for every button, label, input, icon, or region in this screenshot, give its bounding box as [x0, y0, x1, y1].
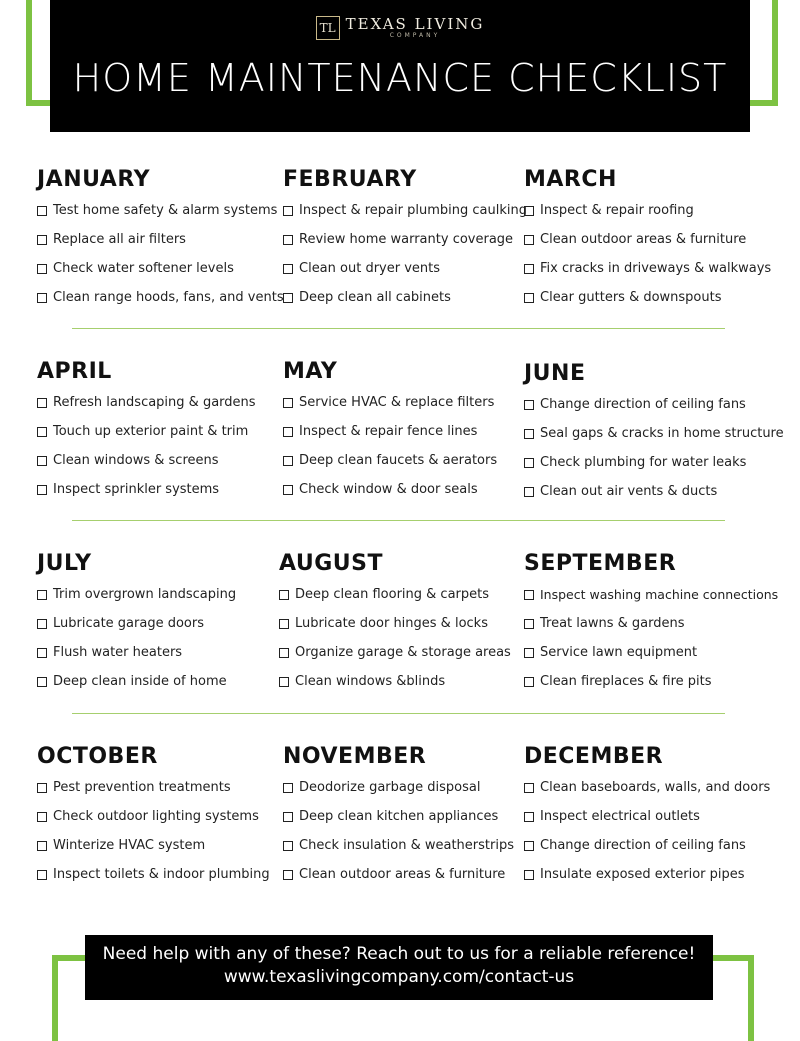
month-title: DECEMBER	[524, 744, 664, 769]
task-item[interactable]	[283, 225, 527, 254]
task-label: Check window & door seals	[299, 482, 478, 497]
task-label: Treat lawns & gardens	[540, 616, 685, 631]
task-label: Flush water heaters	[53, 645, 183, 660]
checkbox-icon[interactable]	[524, 458, 534, 468]
task-label: Pest prevention treatments	[53, 780, 231, 795]
task-label: Deep clean kitchen appliances	[299, 809, 499, 824]
task-item[interactable]	[37, 580, 236, 609]
month-july	[37, 552, 236, 696]
checkbox-icon[interactable]	[524, 590, 534, 600]
checkbox-icon[interactable]	[524, 487, 534, 497]
footer-message: Need help with any of these? Reach out to us for a reliable reference!	[102, 944, 696, 964]
task-item[interactable]	[279, 580, 511, 609]
task-label: Deep clean faucets & aerators	[299, 453, 498, 468]
checkbox-icon[interactable]	[37, 841, 47, 851]
task-item[interactable]	[524, 254, 771, 283]
checkbox-icon[interactable]	[37, 456, 47, 466]
task-item[interactable]	[524, 448, 784, 477]
checkbox-icon[interactable]	[37, 235, 47, 245]
checkbox-icon[interactable]	[283, 264, 293, 274]
task-label: Inspect & repair plumbing caulking	[299, 203, 527, 218]
task-label: Inspect toilets & indoor plumbing	[53, 867, 270, 882]
task-item[interactable]	[37, 773, 270, 802]
task-item[interactable]	[37, 283, 284, 312]
month-december	[524, 745, 770, 889]
contact-link[interactable]: www.texaslivingcompany.com/contact-us	[223, 967, 575, 987]
company-logo	[50, 16, 750, 40]
checkbox-icon[interactable]	[37, 427, 47, 437]
logo-subtitle: COMPANY	[389, 32, 441, 39]
task-label: Refresh landscaping & gardens	[53, 395, 256, 410]
task-label: Deep clean all cabinets	[299, 290, 451, 305]
checkbox-icon[interactable]	[283, 293, 293, 303]
checkbox-icon[interactable]	[37, 812, 47, 822]
section-divider	[72, 520, 725, 521]
checkbox-icon[interactable]	[37, 677, 47, 687]
month-title: AUGUST	[279, 551, 383, 576]
month-may	[283, 360, 497, 504]
footer-banner	[85, 935, 713, 1000]
task-item[interactable]	[524, 390, 784, 419]
task-label: Lubricate garage doors	[53, 616, 204, 631]
task-label: Insulate exposed exterior pipes	[540, 867, 745, 882]
month-title: JUNE	[524, 361, 586, 386]
task-label: Check outdoor lighting systems	[53, 809, 259, 824]
checkbox-icon[interactable]	[37, 398, 47, 408]
month-title: JANUARY	[37, 167, 151, 192]
checkbox-icon[interactable]	[524, 235, 534, 245]
checkbox-icon[interactable]	[279, 619, 289, 629]
task-label: Inspect & repair fence lines	[299, 424, 478, 439]
task-item[interactable]	[37, 831, 270, 860]
task-label: Clean windows & screens	[53, 453, 219, 468]
task-label: Deodorize garbage disposal	[299, 780, 481, 795]
checkbox-icon[interactable]	[279, 648, 289, 658]
checkbox-icon[interactable]	[283, 485, 293, 495]
task-item[interactable]	[283, 446, 497, 475]
task-item[interactable]	[37, 475, 256, 504]
checkbox-icon[interactable]	[524, 812, 534, 822]
task-label: Change direction of ceiling fans	[540, 397, 746, 412]
task-item[interactable]	[283, 196, 527, 225]
task-item[interactable]	[524, 225, 771, 254]
checkbox-icon[interactable]	[524, 619, 534, 629]
task-label: Clean fireplaces & fire pits	[540, 674, 712, 689]
task-item[interactable]	[283, 254, 527, 283]
task-label: Test home safety & alarm systems	[53, 203, 278, 218]
task-item[interactable]	[279, 638, 511, 667]
task-label: Touch up exterior paint & trim	[53, 424, 249, 439]
task-item[interactable]	[37, 860, 270, 889]
month-title: FEBRUARY	[283, 167, 417, 192]
task-item[interactable]	[524, 419, 784, 448]
month-august	[279, 552, 511, 696]
task-label: Inspect & repair roofing	[540, 203, 694, 218]
task-label: Seal gaps & cracks in home structure	[540, 426, 784, 441]
month-title: APRIL	[37, 359, 112, 384]
task-item[interactable]	[283, 283, 527, 312]
task-item[interactable]	[283, 417, 497, 446]
month-september	[524, 552, 778, 696]
month-october	[37, 745, 270, 889]
task-label: Trim overgrown landscaping	[53, 587, 237, 602]
task-item[interactable]	[524, 638, 778, 667]
task-label: Service lawn equipment	[540, 645, 698, 660]
month-title: OCTOBER	[37, 744, 158, 769]
task-item[interactable]	[524, 580, 778, 609]
task-label: Replace all air filters	[53, 232, 186, 247]
checkbox-icon[interactable]	[279, 590, 289, 600]
task-label: Deep clean flooring & carpets	[295, 587, 490, 602]
task-item[interactable]	[279, 667, 511, 696]
task-label: Clean out air vents & ducts	[540, 484, 718, 499]
task-item[interactable]	[37, 254, 284, 283]
logo-name: TEXAS LIVING	[345, 15, 485, 33]
task-label: Review home warranty coverage	[299, 232, 514, 247]
task-label: Service HVAC & replace filters	[299, 395, 495, 410]
task-item[interactable]	[283, 802, 514, 831]
checkbox-icon[interactable]	[524, 677, 534, 687]
page-title: HOME MAINTENANCE CHECKLIST	[72, 56, 728, 100]
task-label: Clean out dryer vents	[299, 261, 441, 276]
task-item[interactable]	[524, 773, 770, 802]
month-title: MAY	[283, 359, 338, 384]
task-item[interactable]	[524, 196, 771, 225]
checkbox-icon[interactable]	[37, 648, 47, 658]
task-label: Fix cracks in driveways & walkways	[540, 261, 772, 276]
checkbox-icon[interactable]	[283, 812, 293, 822]
task-item[interactable]	[37, 802, 270, 831]
task-item[interactable]	[37, 388, 256, 417]
task-label: Change direction of ceiling fans	[540, 838, 746, 853]
checkbox-icon[interactable]	[37, 590, 47, 600]
month-february	[283, 168, 527, 312]
checkbox-icon[interactable]	[283, 206, 293, 216]
task-item[interactable]	[37, 609, 236, 638]
checkbox-icon[interactable]	[279, 677, 289, 687]
checkbox-icon[interactable]	[524, 783, 534, 793]
task-label: Inspect sprinkler systems	[53, 482, 220, 497]
checkbox-icon[interactable]	[524, 429, 534, 439]
section-divider	[72, 328, 725, 329]
task-label: Clean baseboards, walls, and doors	[540, 780, 771, 795]
task-item[interactable]	[524, 860, 770, 889]
checkbox-icon[interactable]	[283, 783, 293, 793]
checkbox-icon[interactable]	[37, 206, 47, 216]
task-item[interactable]	[37, 225, 284, 254]
checkbox-icon[interactable]	[524, 206, 534, 216]
task-item[interactable]	[37, 638, 236, 667]
month-title: NOVEMBER	[283, 744, 427, 769]
month-title: SEPTEMBER	[524, 551, 677, 576]
month-title: JULY	[37, 551, 92, 576]
month-november	[283, 745, 514, 889]
month-april	[37, 360, 256, 504]
checkbox-icon[interactable]	[37, 485, 47, 495]
task-label: Lubricate door hinges & locks	[295, 616, 488, 631]
task-item[interactable]	[283, 475, 497, 504]
month-march	[524, 168, 771, 312]
task-item[interactable]	[37, 667, 236, 696]
checkbox-icon[interactable]	[283, 456, 293, 466]
logo-monogram-icon: TL	[316, 16, 340, 40]
checkbox-icon[interactable]	[283, 841, 293, 851]
checkbox-icon[interactable]	[283, 398, 293, 408]
task-item[interactable]	[524, 831, 770, 860]
task-label: Clear gutters & downspouts	[540, 290, 722, 305]
task-item[interactable]	[37, 446, 256, 475]
checkbox-icon[interactable]	[524, 264, 534, 274]
task-item[interactable]	[524, 802, 770, 831]
checkbox-icon[interactable]	[37, 264, 47, 274]
task-item[interactable]	[283, 831, 514, 860]
month-title: MARCH	[524, 167, 617, 192]
checkbox-icon[interactable]	[524, 648, 534, 658]
task-item[interactable]	[524, 477, 784, 506]
header-banner	[50, 0, 750, 132]
month-january	[37, 168, 284, 312]
section-divider	[72, 713, 725, 714]
task-label: Clean outdoor areas & furniture	[299, 867, 506, 882]
checkbox-icon[interactable]	[524, 400, 534, 410]
task-label: Organize garage & storage areas	[295, 645, 511, 660]
checkbox-icon[interactable]	[524, 870, 534, 880]
checkbox-icon[interactable]	[283, 235, 293, 245]
task-item[interactable]	[37, 196, 284, 225]
task-item[interactable]	[283, 860, 514, 889]
task-item[interactable]	[279, 609, 511, 638]
task-label: Check plumbing for water leaks	[540, 455, 747, 470]
task-label: Inspect electrical outlets	[540, 809, 700, 824]
task-item[interactable]	[524, 283, 771, 312]
task-item[interactable]	[524, 667, 778, 696]
task-label: Clean range hoods, fans, and vents	[53, 290, 284, 305]
checkbox-icon[interactable]	[524, 293, 534, 303]
checkbox-icon[interactable]	[524, 841, 534, 851]
task-item[interactable]	[283, 773, 514, 802]
task-item[interactable]	[524, 609, 778, 638]
task-label: Inspect washing machine connections	[540, 587, 779, 602]
task-label: Clean windows &blinds	[295, 674, 446, 689]
task-label: Winterize HVAC system	[53, 838, 206, 853]
checkbox-icon[interactable]	[283, 427, 293, 437]
task-label: Check insulation & weatherstrips	[299, 838, 514, 853]
task-item[interactable]	[283, 388, 497, 417]
checkbox-icon[interactable]	[37, 293, 47, 303]
checkbox-icon[interactable]	[37, 619, 47, 629]
task-label: Deep clean inside of home	[53, 674, 227, 689]
month-june	[524, 362, 784, 506]
checkbox-icon[interactable]	[37, 783, 47, 793]
checkbox-icon[interactable]	[37, 870, 47, 880]
task-label: Check water softener levels	[53, 261, 234, 276]
task-label: Clean outdoor areas & furniture	[540, 232, 747, 247]
checkbox-icon[interactable]	[283, 870, 293, 880]
task-item[interactable]	[37, 417, 256, 446]
